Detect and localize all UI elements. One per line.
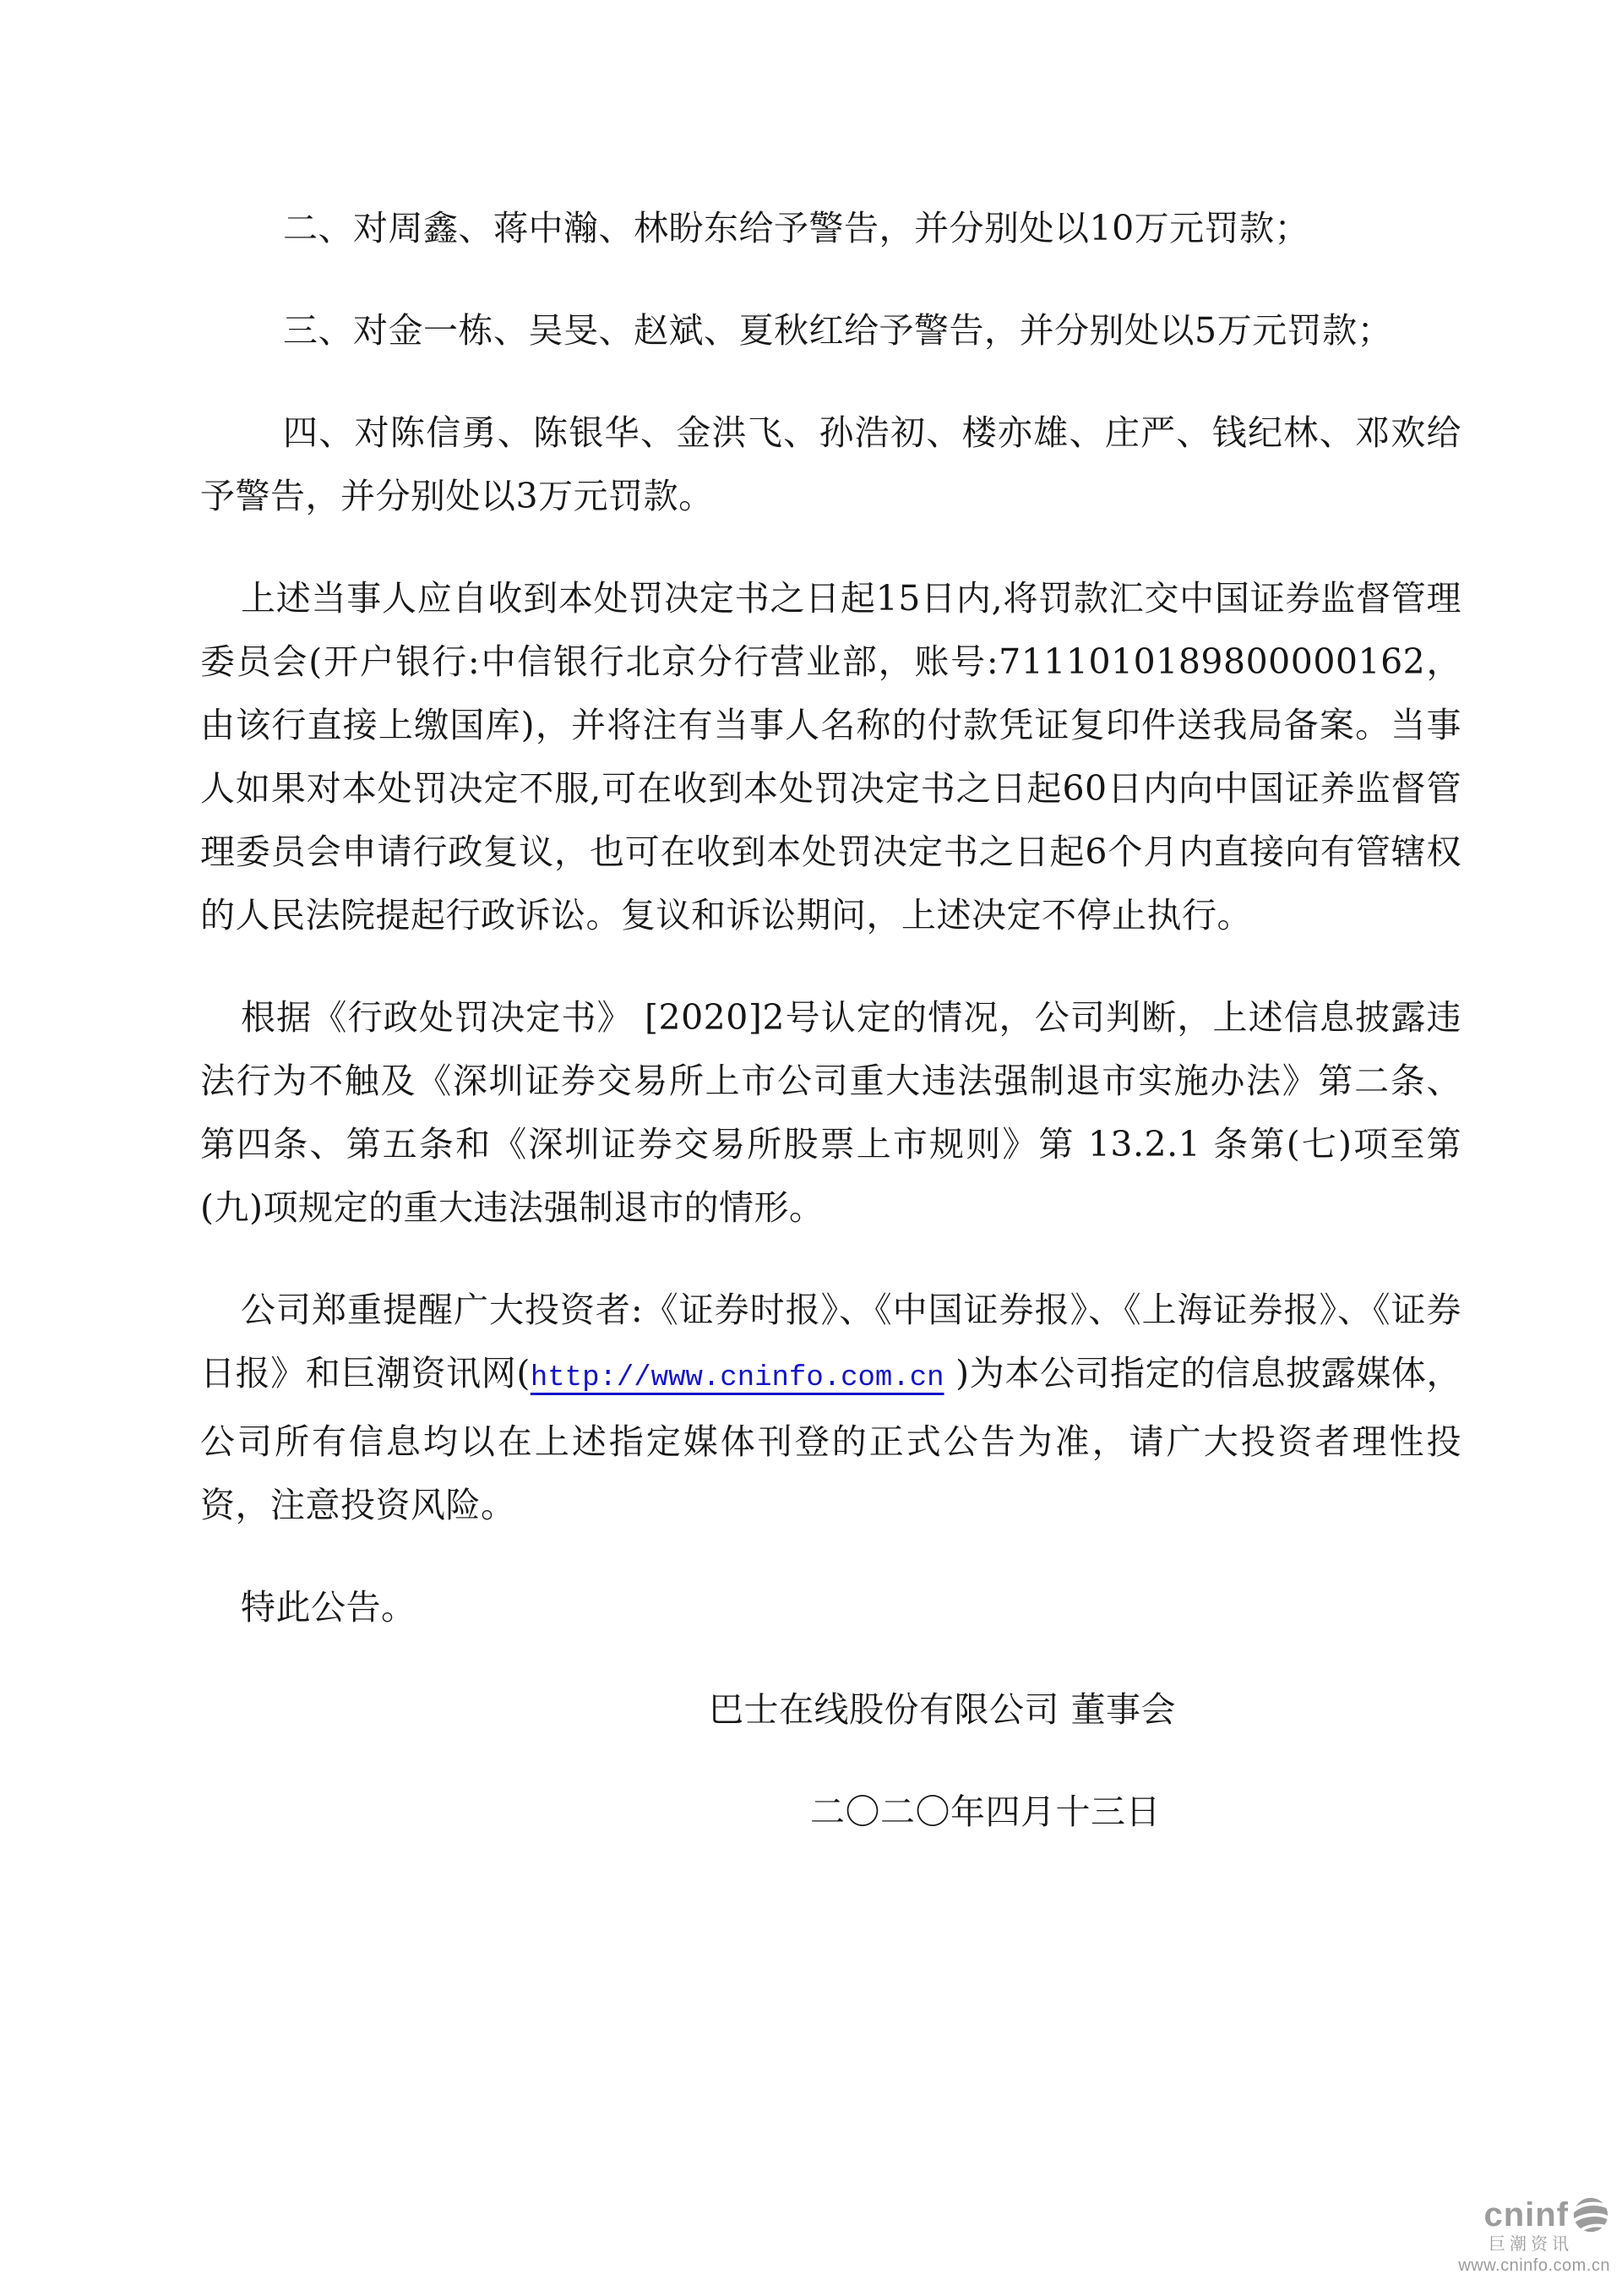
payment-instructions-paragraph: 上述当事人应自收到本处罚决定书之日起15日内,将罚款汇交中国证券监督管理委员会(开户银行:中信银行北京分行营业部，账号:7111010189800000162，由该行直接上缴国库)，并将注有当事人名称的付款凭证复印件送我局备案。当事人如果对本处罚决定不服,可在收到本处罚决定书之日起60日内向中国证养监督管理委员会申请行政复议，也可在收到本处罚决定书之日起6个月内直接向有管辖权的人民法院提起行政诉讼。复议和诉讼期问，上述决定不停止执行。 <box>200 578 1461 935</box>
penalty-item-2: 二、对周鑫、蒋中瀚、林盼东给予警告，并分别处以10万元罚款； <box>283 208 1310 248</box>
cninfo-website-link[interactable]: http://www.cninfo.com.cn <box>530 1362 944 1394</box>
cninfo-watermark <box>1450 2195 1610 2274</box>
cninfo-brand-text: cninf <box>1483 2196 1569 2233</box>
cninfo-chinese-name: 巨潮资讯 <box>1489 2235 1573 2254</box>
delisting-judgement-paragraph: 根据《行政处罚决定书》 [2020]2号认定的情况，公司判断，上述信息披露违法行为不触及《深圳证券交易所上市公司重大违法强制退市实施办法》第二条、第四条、第五条和《深圳证券交易所股票上市规则》第 13.2.1 条第(七)项至第(九)项规定的重大违法强制退市的情形。 <box>200 997 1461 1228</box>
investor-notice-before-link: 公司郑重提醒广大投资者:《证券时报》、《中国证券报》、《上海证券报》、《证券日报》和巨潮资讯网( <box>200 1290 1461 1393</box>
signature-date: 二〇二〇年四月十三日 <box>810 1792 1161 1832</box>
penalty-item-4: 四、对陈信勇、陈银华、金洪飞、孙浩初、楼亦雄、庄严、钱纪林、邓欢给予警告，并分别处以3万元罚款。 <box>200 412 1461 516</box>
investor-notice-paragraph <box>200 1279 1461 1537</box>
penalty-item-3: 三、对金一栋、吴旻、赵斌、夏秋红给予警告，并分别处以5万元罚款； <box>283 310 1393 351</box>
cninfo-globe-icon <box>1571 2195 1610 2234</box>
signature-company: 巴士在线股份有限公司 董事会 <box>708 1689 1176 1730</box>
cninfo-url-text: www.cninfo.com.cn <box>1458 2256 1610 2275</box>
announcement-body <box>200 197 1461 1844</box>
closing-statement: 特此公告。 <box>241 1587 416 1628</box>
investor-notice-after-link: )为本公司指定的信息披露媒体，公司所有信息均以在上述指定媒体刊登的正式公告为准，请广大投资者理性投资，注意投资风险。 <box>200 1353 1461 1525</box>
